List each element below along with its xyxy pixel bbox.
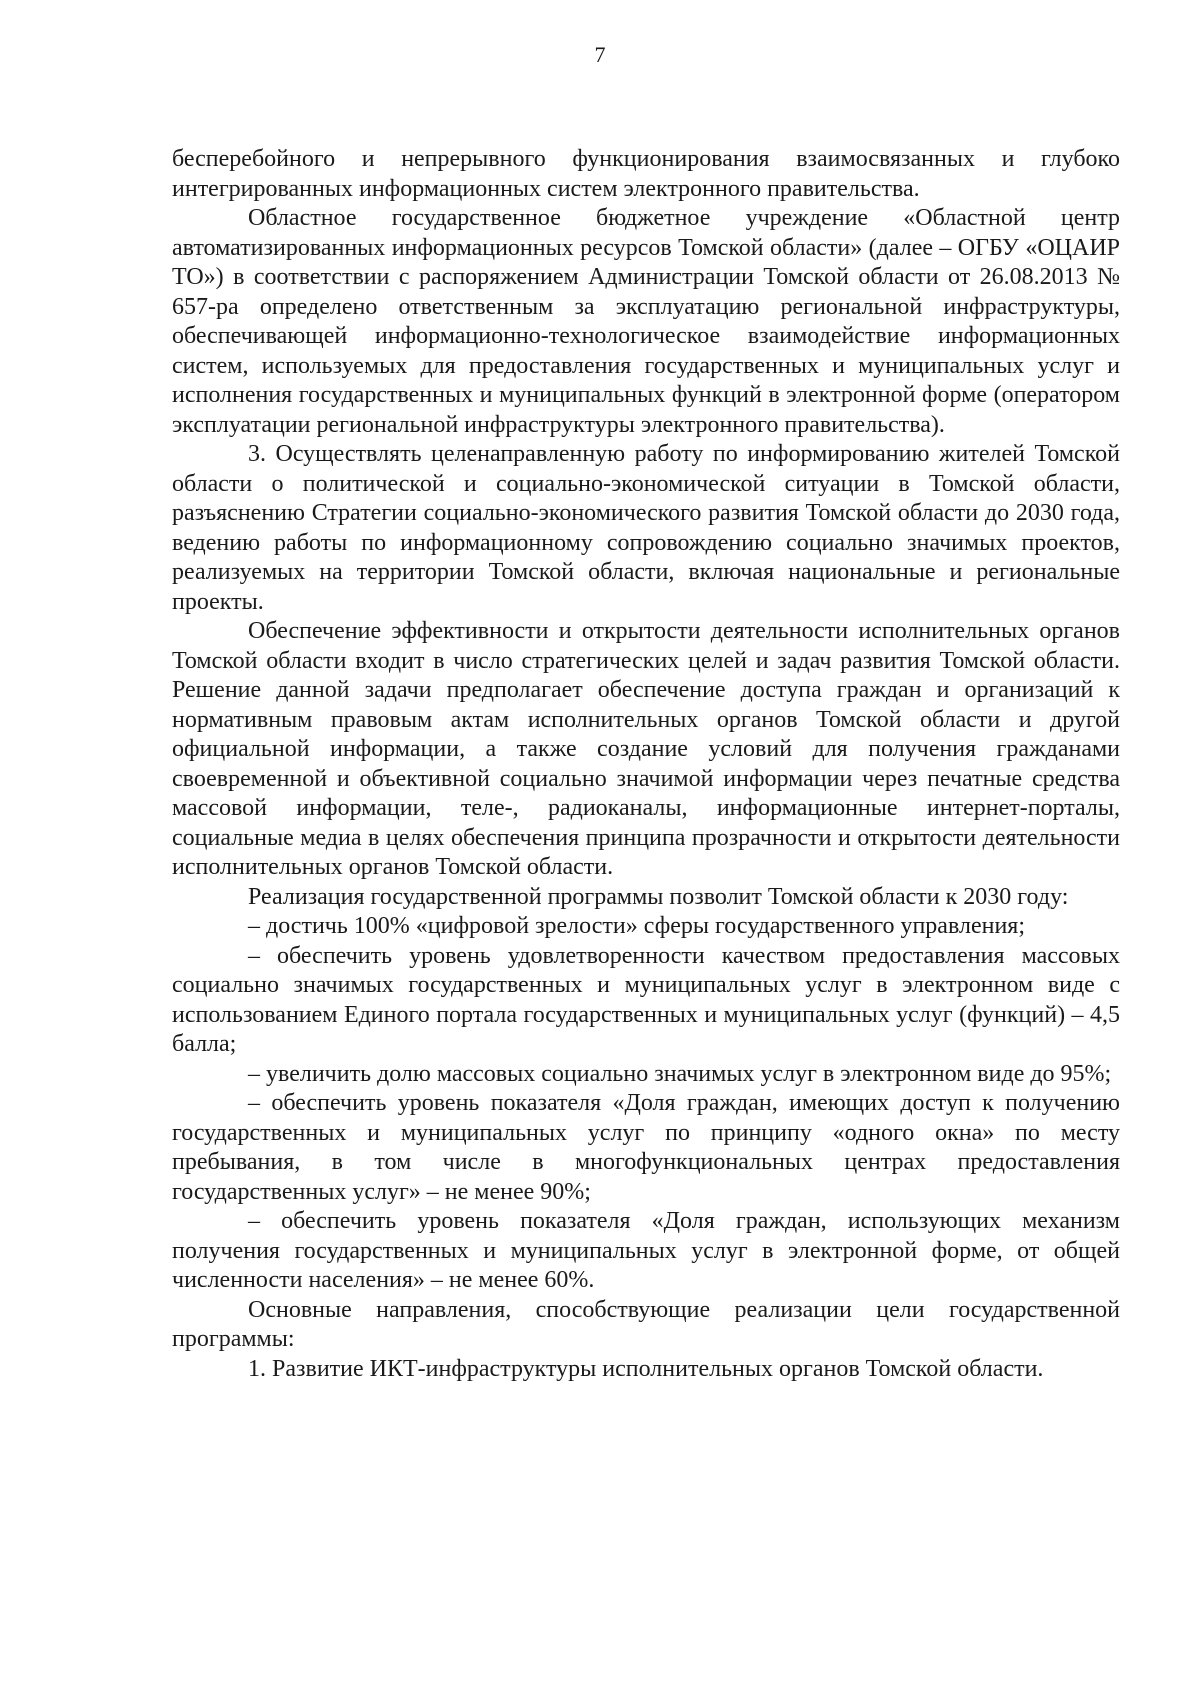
paragraph-program-results-intro: Реализация государственной программы позволит Томской области к 2030 году: bbox=[248, 883, 1069, 910]
list-item-electronic-form-usage: – обеспечить уровень показателя «Доля граждан, использующих механизм получения государственных и муниципальных услуг в электронной форме, от общей численности населения» – не менее 60%. bbox=[172, 1208, 1120, 1293]
list-item-digital-maturity: – достичь 100% «цифровой зрелости» сферы государственного управления; bbox=[248, 913, 1025, 939]
page-number: 7 bbox=[594, 42, 606, 67]
list-item-satisfaction-level: – обеспечить уровень удовлетворенности качеством предоставления массовых социально значимых государственных и муниципальных услуг в электронном виде с использованием Единого портала государственных и муниципальных услуг (функций) – 4,5 балла; bbox=[172, 942, 1120, 1057]
paragraph-item-3: 3. Осуществлять целенаправленную работу по информированию жителей Томской области о политической и социально-экономической ситуации в Томской области, разъяснению Стратегии социально-экономического развития Томской области до 2030 года, ведению работы по информационному сопровождению социально значимых проектов, реализуемых на территории Томской области, включая национальные и региональные проекты. bbox=[172, 441, 1120, 615]
paragraph-ogbu-ocair: Областное государственное бюджетное учреждение «Областной центр автоматизированных информационных ресурсов Томской области» (далее – ОГБУ «ОЦАИР ТО») в соответствии с распоряжением Администрации Томской области от 26.08.2013 № 657-ра определено ответственным за эксплуатацию региональной инфраструктуры, обеспечивающей информационно-технологическое взаимодействие информационных систем, используемых для предоставления государственных и муниципальных услуг и исполнения государственных и муниципальных функций в электронной форме (оператором эксплуатации региональной инфраструктуры электронного правительства). bbox=[172, 205, 1120, 438]
paragraph-transparency: Обеспечение эффективности и открытости деятельности исполнительных органов Томской области входит в число стратегических целей и задач развития Томской области. Решение данной задачи предполагает обеспечение доступа граждан и организаций к нормативным правовым актам исполнительных органов Томской области и другой официальной информации, а также создание условий для получения гражданами своевременной и объективной социально значимой информации через печатные средства массовой информации, теле-, радиоканалы, информационные интернет-порталы, социальные медиа в целях обеспечения принципа прозрачности и открытости деятельности исполнительных органов Томской области. bbox=[172, 618, 1120, 880]
list-item-one-window-access: – обеспечить уровень показателя «Доля граждан, имеющих доступ к получению государственных и муниципальных услуг по принципу «одного окна» по месту пребывания, в том числе в многофункциональных центрах предоставления государственных услуг» – не менее 90%; bbox=[172, 1090, 1120, 1205]
document-body bbox=[172, 145, 1120, 1384]
list-item-ict-infrastructure: 1. Развитие ИКТ-инфраструктуры исполнительных органов Томской области. bbox=[248, 1355, 1044, 1382]
paragraph-main-directions: Основные направления, способствующие реализации цели государственной программы: bbox=[172, 1296, 1120, 1352]
paragraph-continuation: бесперебойного и непрерывного функционирования взаимосвязанных и глубоко интегрированных информационных систем электронного правительства. bbox=[172, 146, 1120, 202]
list-item-electronic-services-share: – увеличить долю массовых социально значимых услуг в электронном виде до 95%; bbox=[248, 1060, 1112, 1087]
